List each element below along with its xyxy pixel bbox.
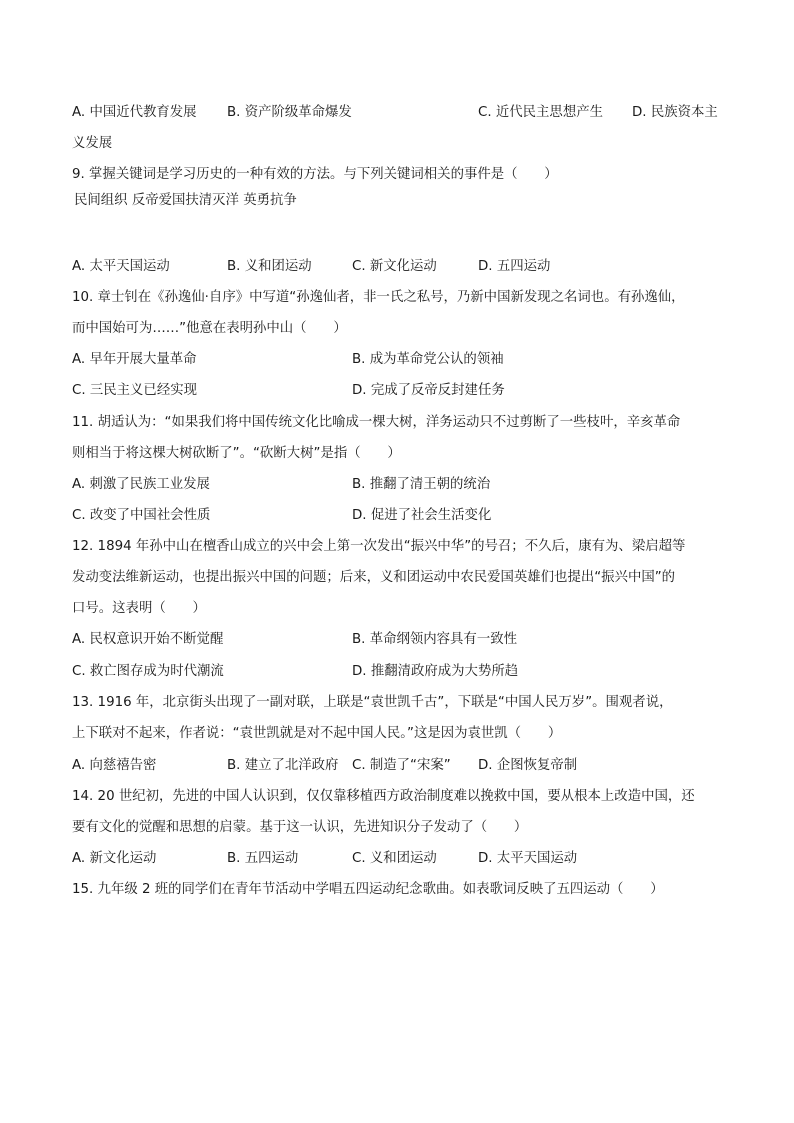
q9-option-c: C. 新文化运动 — [352, 259, 437, 274]
q14-stem-line-1: 14. 20 世纪初，先进的中国人认识到，仅仅靠移植西方政治制度难以挽救中国，要从根本上改造中国，还 — [72, 789, 695, 804]
q14-option-c: C. 义和团运动 — [352, 851, 437, 866]
q8-option-d-continuation: 义发展 — [72, 136, 113, 151]
q12-stem-line-3: 口号。这表明（ ） — [72, 601, 206, 616]
q13-option-b: B. 建立了北洋政府 — [227, 758, 339, 773]
q9-option-b: B. 义和团运动 — [227, 259, 312, 274]
q10-option-d: D. 完成了反帝反封建任务 — [352, 383, 505, 398]
q9-option-a: A. 太平天国运动 — [72, 259, 170, 274]
q14-option-d: D. 太平天国运动 — [478, 851, 578, 866]
q12-stem-line-1: 12. 1894 年孙中山在檀香山成立的兴中会上第一次发出“振兴中华”的号召；不久后，康有为、梁启超等 — [72, 539, 686, 554]
q9-keywords: 民间组织 反帝爱国扶清灭洋 英勇抗争 — [74, 193, 297, 208]
q11-option-a: A. 刺激了民族工业发展 — [72, 477, 210, 492]
q13-stem-line-1: 13. 1916 年，北京街头出现了一副对联，上联是“袁世凯千古”，下联是“中国人民万岁”。围观者说， — [72, 695, 673, 710]
q8-option-b: B. 资产阶级革命爆发 — [227, 105, 352, 120]
q9-option-d: D. 五四运动 — [478, 259, 551, 274]
q10-option-c: C. 三民主义已经实现 — [72, 383, 197, 398]
q11-option-d: D. 促进了社会生活变化 — [352, 508, 492, 523]
q11-option-c: C. 改变了中国社会性质 — [72, 508, 211, 523]
q11-option-b: B. 推翻了清王朝的统治 — [352, 477, 491, 492]
q8-option-d: D. 民族资本主 — [632, 105, 718, 120]
q14-stem-line-2: 要有文化的觉醒和思想的启蒙。基于这一认识，先进知识分子发动了（ ） — [72, 820, 528, 835]
q13-option-d: D. 企图恢复帝制 — [478, 758, 578, 773]
q13-stem-line-2: 上下联对不起来，作者说：“袁世凯就是对不起中国人民。”这是因为袁世凯（ ） — [72, 726, 562, 741]
q13-option-c: C. 制造了“宋案” — [352, 758, 451, 773]
q10-option-b: B. 成为革命党公认的领袖 — [352, 352, 504, 367]
q14-option-a: A. 新文化运动 — [72, 851, 157, 866]
q12-option-a: A. 民权意识开始不断觉醒 — [72, 632, 224, 647]
q13-option-a: A. 向慈禧告密 — [72, 758, 157, 773]
q10-stem-line-2: 而中国始可为……”他意在表明孙中山（ ） — [72, 321, 347, 336]
q11-stem-line-2: 则相当于将这棵大树砍断了”。“砍断大树”是指（ ） — [72, 446, 401, 461]
q11-stem-line-1: 11. 胡适认为：“如果我们将中国传统文化比喻成一棵大树，洋务运动只不过剪断了一些枝叶，辛亥革命 — [72, 415, 681, 430]
q14-option-b: B. 五四运动 — [227, 851, 299, 866]
q9-stem: 9. 掌握关键词是学习历史的一种有效的方法。与下列关键词相关的事件是（ ） — [72, 167, 558, 182]
q15-stem: 15. 九年级 2 班的同学们在青年节活动中学唱五四运动纪念歌曲。如表歌词反映了五四运动（ ） — [72, 882, 664, 897]
q12-option-d: D. 推翻清政府成为大势所趋 — [352, 664, 519, 679]
q12-option-c: C. 救亡图存成为时代潮流 — [72, 664, 224, 679]
q10-stem-line-1: 10. 章士钊在《孙逸仙·自序》中写道“孙逸仙者，非一氏之私号，乃新中国新发现之名词也。有孙逸仙， — [72, 290, 685, 305]
q12-option-b: B. 革命纲领内容具有一致性 — [352, 632, 517, 647]
q10-option-a: A. 早年开展大量革命 — [72, 352, 197, 367]
q8-option-c: C. 近代民主思想产生 — [478, 105, 603, 120]
q8-option-a: A. 中国近代教育发展 — [72, 105, 197, 120]
q12-stem-line-2: 发动变法维新运动，也提出振兴中国的问题；后来，义和团运动中农民爱国英雄们也提出“振兴中国”的 — [72, 570, 676, 585]
